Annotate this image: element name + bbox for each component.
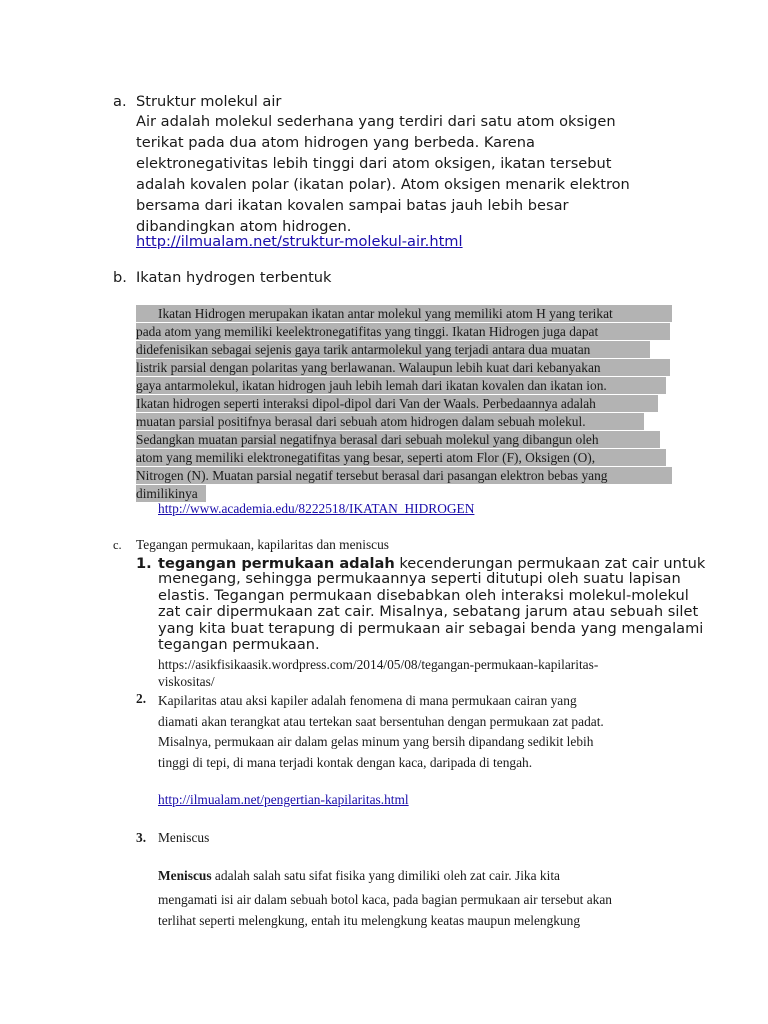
paragraph-line: tegangan permukaan. [158, 636, 320, 654]
paragraph-line: diamati akan terangkat atau tertekan saat bersentuhan dengan permukaan zat padat. [158, 713, 604, 729]
paragraph-line: terlihat seperti melengkung, entah itu melengkung keatas maupun melengkung [158, 913, 581, 928]
paragraph-line: listrik parsial dengan polaritas yang berlawanan. Walaupun lebih kuat dari kebanyakan [136, 360, 601, 375]
paragraph-line: Nitrogen (N). Muatan parsial negatif tersebut berasal dari pasangan elektron bebas yang [136, 468, 608, 483]
item3-body [158, 889, 612, 931]
link-academia-ikatan-hidrogen[interactable]: http://www.academia.edu/8222518/IKATAN_HIDROGEN [158, 501, 475, 516]
paragraph-line: Ikatan hidrogen seperti interaksi dipol-dipol dari Van der Waals. Perbedaannya adalah [136, 396, 596, 411]
paragraph-line: mengamati isi air dalam sebuah botol kaca, pada bagian permukaan air tersebut akan [158, 892, 612, 907]
list-marker-c: c. [113, 538, 122, 552]
paragraph-line: dibandingkan atom hidrogen. [136, 218, 352, 235]
link-pengertian-kapilaritas[interactable]: http://ilmualam.net/pengertian-kapilaritas.html [158, 792, 409, 807]
paragraph-line: elektronegativitas lebih tinggi dari atom oksigen, ikatan tersebut [136, 155, 612, 172]
paragraph-line: Misalnya, permukaan air dalam gelas minum yang bersih dipandang sedikit lebih [158, 734, 594, 749]
item1-url [158, 656, 598, 690]
paragraph-line: Sedangkan muatan parsial negatifnya berasal dari sebuah molekul yang dibangun oleh [136, 432, 599, 447]
section-a-heading: Struktur molekul air [136, 93, 282, 110]
list-marker-b: b. [113, 269, 127, 286]
paragraph-line: Air adalah molekul sederhana yang terdiri dari satu atom oksigen [136, 113, 616, 130]
paragraph-line: Ikatan Hidrogen merupakan ikatan antar molekul yang memiliki atom H yang terikat [158, 306, 613, 321]
list-marker-a: a. [113, 93, 127, 110]
section-b-heading: Ikatan hydrogen terbentuk [136, 269, 332, 286]
item3-bold-term: Meniscus [158, 868, 212, 883]
section-a-body [136, 111, 630, 237]
paragraph-line: elastis. Tegangan permukaan disebabkan oleh interaksi molekul-molekul [158, 586, 689, 604]
item2-body [158, 691, 604, 773]
paragraph-line: didefenisikan sebagai sejenis gaya tarik antarmolekul yang terjadi antara dua muatan [136, 342, 591, 357]
paragraph-line: pada atom yang memiliki keelektronegatifitas yang tinggi. Ikatan Hidrogen juga dapat [136, 324, 599, 339]
item1-first-rest: kecenderungan permukaan zat cair untuk [394, 555, 706, 572]
paragraph-line: muatan parsial positifnya berasal dari sebuah atom hidrogen dalam sebuah molekul. [136, 414, 586, 429]
paragraph-line: zat cair dipermukaan zat cair. Misalnya, sebatang jarum atau sebuah silet [158, 603, 699, 621]
url-line: viskositas/ [158, 674, 215, 689]
paragraph-line: adalah kovalen polar (ikatan polar). Atom oksigen menarik elektron [136, 176, 630, 193]
section-c-heading: Tegangan permukaan, kapilaritas dan meniscus [136, 537, 390, 552]
item3-first-line [158, 868, 560, 884]
item1-bold-term: tegangan permukaan adalah [158, 555, 395, 572]
paragraph-line: dimilikinya [136, 486, 198, 501]
url-line: https://asikfisikaasik.wordpress.com/2014/05/08/tegangan-permukaan-kapilaritas- [158, 657, 599, 672]
paragraph-line: gaya antarmolekul, ikatan hidrogen jauh lebih lemah dari ikatan kovalen dan ikatan ion. [136, 378, 607, 393]
paragraph-line: yang kita buat terapung di permukaan air sebagai benda yang mengalami [158, 619, 704, 637]
item3-first-rest: adalah salah satu sifat fisika yang dimiliki oleh zat cair. Jika kita [211, 868, 561, 883]
paragraph-line: bersama dari ikatan kovalen sampai batas jauh lebih besar [136, 197, 569, 214]
paragraph-line: tinggi di tepi, di mana terjadi kontak dengan kaca, daripada di tengah. [158, 754, 533, 770]
list-number-1: 1. [136, 555, 152, 572]
item3-label: Meniscus [158, 830, 210, 845]
paragraph-line: atom yang memiliki elektronegatifitas yang besar, seperti atom Flor (F), Oksigen (O), [136, 450, 596, 465]
paragraph-line: terikat pada dua atom hidrogen yang berbeda. Karena [136, 134, 535, 151]
list-number-2: 2. [136, 691, 147, 706]
paragraph-line: Kapilaritas atau aksi kapiler adalah fenomena di mana permukaan cairan yang [158, 693, 577, 708]
list-number-3: 3. [136, 830, 147, 845]
paragraph-line: menegang, sehingga permukaannya seperti ditutupi oleh suatu lapisan [158, 570, 681, 587]
link-struktur-molekul-air[interactable]: http://ilmualam.net/struktur-molekul-air.html [136, 233, 463, 250]
item1-body [158, 571, 703, 654]
